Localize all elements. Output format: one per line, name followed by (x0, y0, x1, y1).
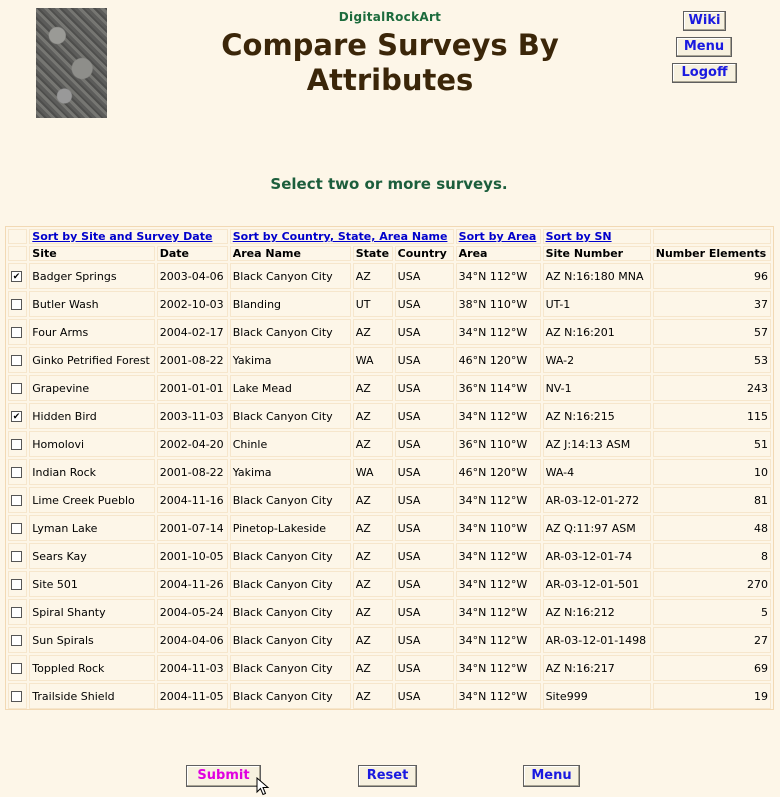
sort-by-country-state-area-link[interactable]: Sort by Country, State, Area Name (232, 230, 448, 243)
row-site: Badger Springs (29, 263, 154, 289)
row-area: 34°N 110°W (456, 515, 541, 541)
table-row (8, 431, 771, 457)
row-area-name: Black Canyon City (230, 487, 351, 513)
submit-button[interactable]: Submit (186, 765, 261, 787)
row-date: 2001-08-22 (157, 459, 228, 485)
row-area-name: Yakima (230, 459, 351, 485)
instruction-text: Select two or more surveys. (270, 175, 508, 193)
column-header-date: Date (157, 246, 228, 261)
row-state: AZ (353, 263, 393, 289)
row-number-elements: 10 (653, 459, 771, 485)
survey-select-checkbox[interactable] (11, 383, 22, 394)
row-site-number: AR-03-12-01-74 (543, 543, 651, 569)
row-country: USA (395, 403, 454, 429)
row-country: USA (395, 515, 454, 541)
row-state: AZ (353, 543, 393, 569)
row-area-name: Lake Mead (230, 375, 351, 401)
row-area: 34°N 112°W (456, 655, 541, 681)
survey-select-checkbox[interactable] (11, 439, 22, 450)
survey-select-checkbox[interactable] (11, 495, 22, 506)
row-state: UT (353, 291, 393, 317)
row-area-name: Black Canyon City (230, 627, 351, 653)
row-country: USA (395, 487, 454, 513)
row-state: AZ (353, 431, 393, 457)
row-area-name: Pinetop-Lakeside (230, 515, 351, 541)
survey-select-checkbox[interactable] (11, 607, 22, 618)
row-number-elements: 115 (653, 403, 771, 429)
row-site-number: NV-1 (543, 375, 651, 401)
row-area: 46°N 120°W (456, 459, 541, 485)
column-header-area: Area (456, 246, 541, 261)
row-area: 34°N 112°W (456, 599, 541, 625)
row-number-elements: 69 (653, 655, 771, 681)
table-row (8, 599, 771, 625)
row-area-name: Black Canyon City (230, 683, 351, 709)
survey-select-checkbox[interactable] (11, 579, 22, 590)
row-site: Sears Kay (29, 543, 154, 569)
table-row (8, 375, 771, 401)
row-number-elements: 5 (653, 599, 771, 625)
row-date: 2004-11-05 (157, 683, 228, 709)
menu-button[interactable]: Menu (523, 765, 580, 787)
row-country: USA (395, 655, 454, 681)
row-site-number: Site999 (543, 683, 651, 709)
row-date: 2002-10-03 (157, 291, 228, 317)
row-area: 34°N 112°W (456, 319, 541, 345)
row-country: USA (395, 459, 454, 485)
column-header-number-elements: Number Elements (653, 246, 771, 261)
survey-select-checkbox[interactable] (11, 663, 22, 674)
survey-select-checkbox[interactable] (11, 411, 22, 422)
sort-by-site-date-link[interactable]: Sort by Site and Survey Date (32, 230, 213, 243)
row-area-name: Chinle (230, 431, 351, 457)
survey-select-checkbox[interactable] (11, 327, 22, 338)
row-site: Four Arms (29, 319, 154, 345)
petroglyph-logo-image (36, 8, 107, 118)
row-area-name: Black Canyon City (230, 571, 351, 597)
row-country: USA (395, 683, 454, 709)
row-country: USA (395, 543, 454, 569)
row-area-name: Black Canyon City (230, 599, 351, 625)
row-country: USA (395, 263, 454, 289)
row-site-number: AZ N:16:217 (543, 655, 651, 681)
table-row (8, 347, 771, 373)
row-site: Butler Wash (29, 291, 154, 317)
row-site-number: AZ N:16:180 MNA (543, 263, 651, 289)
table-row (8, 403, 771, 429)
table-row (8, 487, 771, 513)
row-date: 2001-07-14 (157, 515, 228, 541)
row-area: 36°N 114°W (456, 375, 541, 401)
row-area-name: Black Canyon City (230, 403, 351, 429)
row-country: USA (395, 599, 454, 625)
row-area: 34°N 112°W (456, 263, 541, 289)
table-row (8, 459, 771, 485)
survey-select-checkbox[interactable] (11, 355, 22, 366)
row-date: 2003-04-06 (157, 263, 228, 289)
row-date: 2004-05-24 (157, 599, 228, 625)
sort-by-sn-link[interactable]: Sort by SN (545, 230, 612, 243)
row-date: 2002-04-20 (157, 431, 228, 457)
row-state: AZ (353, 515, 393, 541)
row-number-elements: 27 (653, 627, 771, 653)
row-area: 34°N 112°W (456, 487, 541, 513)
table-row (8, 571, 771, 597)
survey-select-checkbox[interactable] (11, 635, 22, 646)
column-header-country: Country (395, 246, 454, 261)
row-area: 34°N 112°W (456, 683, 541, 709)
row-number-elements: 51 (653, 431, 771, 457)
surveys-table (6, 227, 773, 711)
survey-select-checkbox[interactable] (11, 691, 22, 702)
site-brand: DigitalRockArt (338, 10, 442, 24)
row-area: 38°N 110°W (456, 291, 541, 317)
row-state: AZ (353, 655, 393, 681)
row-site-number: AZ Q:11:97 ASM (543, 515, 651, 541)
row-site-number: AZ N:16:201 (543, 319, 651, 345)
row-site: Grapevine (29, 375, 154, 401)
row-site-number: AR-03-12-01-272 (543, 487, 651, 513)
row-area: 34°N 112°W (456, 571, 541, 597)
sort-links-row (8, 229, 771, 244)
survey-select-checkbox[interactable] (11, 551, 22, 562)
row-country: USA (395, 431, 454, 457)
row-date: 2004-04-06 (157, 627, 228, 653)
column-header-site-number: Site Number (543, 246, 651, 261)
column-header-site: Site (29, 246, 154, 261)
row-site: Toppled Rock (29, 655, 154, 681)
row-site: Homolovi (29, 431, 154, 457)
row-number-elements: 57 (653, 319, 771, 345)
row-country: USA (395, 319, 454, 345)
row-date: 2001-01-01 (157, 375, 228, 401)
row-country: USA (395, 347, 454, 373)
row-area: 34°N 112°W (456, 627, 541, 653)
row-number-elements: 48 (653, 515, 771, 541)
row-date: 2003-11-03 (157, 403, 228, 429)
table-row (8, 319, 771, 345)
row-date: 2004-02-17 (157, 319, 228, 345)
row-area-name: Blanding (230, 291, 351, 317)
table-row (8, 291, 771, 317)
row-area-name: Black Canyon City (230, 319, 351, 345)
wiki-button[interactable]: Wiki (683, 11, 726, 31)
row-country: USA (395, 627, 454, 653)
row-state: WA (353, 459, 393, 485)
row-site-number: WA-4 (543, 459, 651, 485)
row-state: AZ (353, 375, 393, 401)
row-state: AZ (353, 599, 393, 625)
row-date: 2004-11-26 (157, 571, 228, 597)
row-country: USA (395, 571, 454, 597)
row-area-name: Black Canyon City (230, 543, 351, 569)
row-state: AZ (353, 683, 393, 709)
surveys-table-body (8, 263, 771, 709)
logoff-button[interactable]: Logoff (672, 63, 737, 83)
row-site-number: AZ N:16:215 (543, 403, 651, 429)
row-site: Indian Rock (29, 459, 154, 485)
survey-select-checkbox[interactable] (11, 523, 22, 534)
row-site: Site 501 (29, 571, 154, 597)
row-site-number: AZ N:16:212 (543, 599, 651, 625)
row-area: 46°N 120°W (456, 347, 541, 373)
row-site-number: UT-1 (543, 291, 651, 317)
row-site-number: AR-03-12-01-501 (543, 571, 651, 597)
page-title: Compare Surveys By Attributes (221, 28, 559, 97)
row-area-name: Black Canyon City (230, 263, 351, 289)
row-number-elements: 96 (653, 263, 771, 289)
row-site-number: AZ J:14:13 ASM (543, 431, 651, 457)
row-state: AZ (353, 487, 393, 513)
row-site: Ginko Petrified Forest (29, 347, 154, 373)
row-state: WA (353, 347, 393, 373)
row-date: 2001-08-22 (157, 347, 228, 373)
sort-by-area-link[interactable]: Sort by Area (458, 230, 537, 243)
row-site: Sun Spirals (29, 627, 154, 653)
row-area: 36°N 110°W (456, 431, 541, 457)
table-row (8, 683, 771, 709)
survey-select-checkbox[interactable] (11, 271, 22, 282)
row-date: 2004-11-03 (157, 655, 228, 681)
row-state: AZ (353, 319, 393, 345)
row-date: 2001-10-05 (157, 543, 228, 569)
row-area: 34°N 112°W (456, 403, 541, 429)
row-site-number: WA-2 (543, 347, 651, 373)
row-country: USA (395, 375, 454, 401)
row-site: Spiral Shanty (29, 599, 154, 625)
row-number-elements: 270 (653, 571, 771, 597)
survey-select-checkbox[interactable] (11, 299, 22, 310)
mouse-pointer-icon (256, 777, 272, 797)
row-date: 2004-11-16 (157, 487, 228, 513)
row-country: USA (395, 291, 454, 317)
column-header-area-name: Area Name (230, 246, 351, 261)
row-site: Trailside Shield (29, 683, 154, 709)
column-header-row (8, 246, 771, 261)
row-state: AZ (353, 627, 393, 653)
survey-select-checkbox[interactable] (11, 467, 22, 478)
table-row (8, 655, 771, 681)
row-state: AZ (353, 403, 393, 429)
table-row (8, 263, 771, 289)
row-number-elements: 53 (653, 347, 771, 373)
row-number-elements: 8 (653, 543, 771, 569)
row-area-name: Black Canyon City (230, 655, 351, 681)
row-state: AZ (353, 571, 393, 597)
row-site-number: AR-03-12-01-1498 (543, 627, 651, 653)
row-site: Lyman Lake (29, 515, 154, 541)
row-area-name: Yakima (230, 347, 351, 373)
table-row (8, 627, 771, 653)
row-number-elements: 243 (653, 375, 771, 401)
row-number-elements: 81 (653, 487, 771, 513)
row-area: 34°N 112°W (456, 543, 541, 569)
table-row (8, 543, 771, 569)
surveys-table-container (5, 226, 774, 710)
row-number-elements: 37 (653, 291, 771, 317)
column-header-state: State (353, 246, 393, 261)
row-site: Hidden Bird (29, 403, 154, 429)
table-row (8, 515, 771, 541)
row-site: Lime Creek Pueblo (29, 487, 154, 513)
reset-button[interactable]: Reset (358, 765, 417, 787)
menu-nav-button[interactable]: Menu (676, 37, 732, 57)
row-number-elements: 19 (653, 683, 771, 709)
